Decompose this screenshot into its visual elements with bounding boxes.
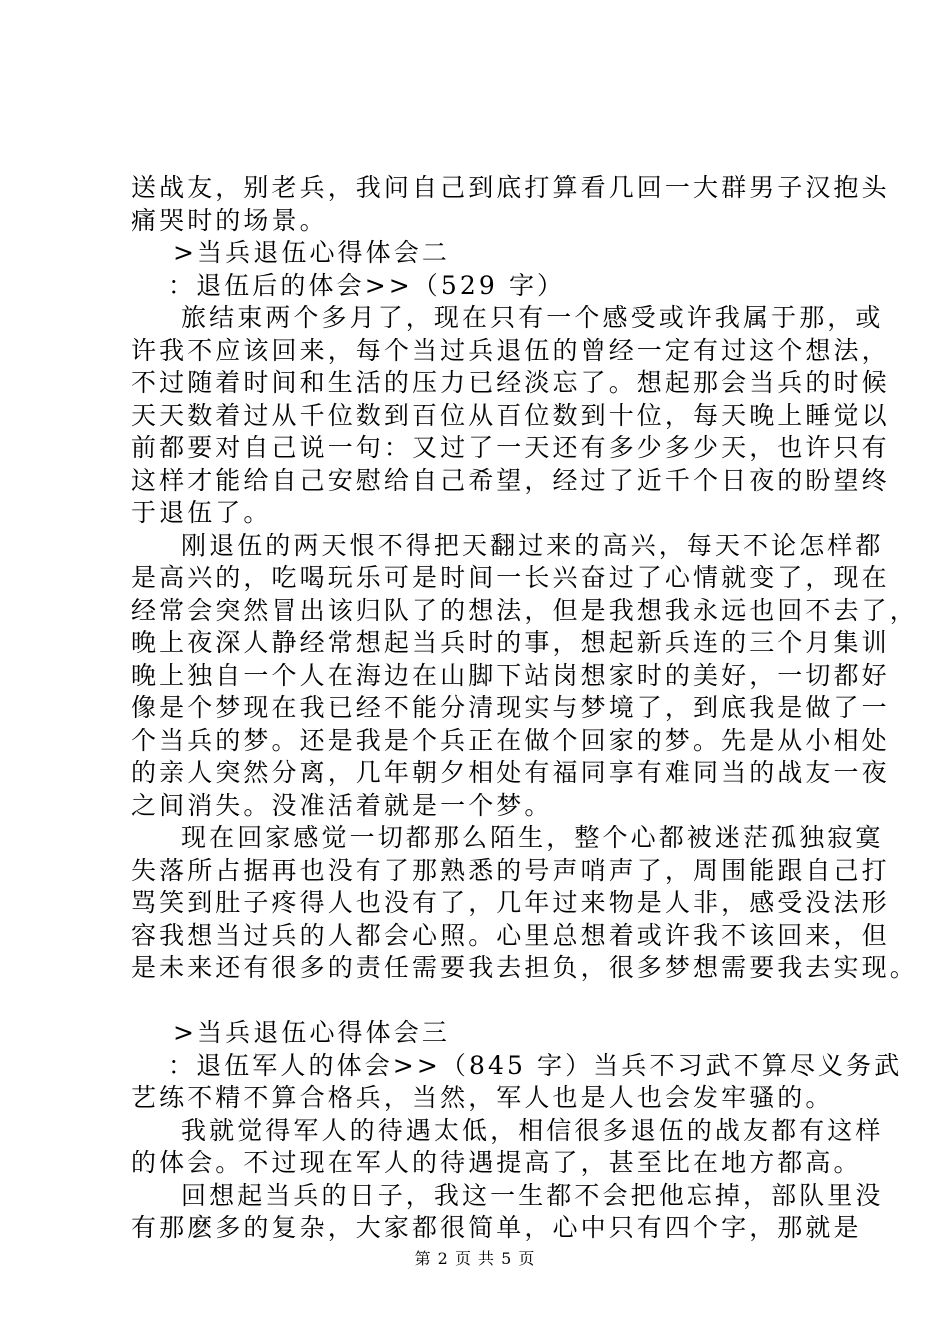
text-line: 晚上独自一个人在海边在山脚下站岗想家时的美好，一切都好: [131, 660, 890, 690]
text-line: 经常会突然冒出该归队了的想法，但是我想我永远也回不去了，: [131, 595, 918, 625]
text-line: 个当兵的梦。还是我是个兵正在做个回家的梦。先是从小相处: [131, 725, 890, 755]
text-line: 是高兴的，吃喝玩乐可是时间一长兴奋过了心情就变了，现在: [131, 563, 890, 592]
section-heading: >当兵退伍心得体会三: [173, 1018, 450, 1047]
text-line: 是未来还有很多的责任需要我去担负，很多梦想需要我去实现。: [131, 953, 918, 982]
document-body: [131, 172, 918, 1245]
text-line: 送战友，别老兵，我问自己到底打算看几回一大群男子汉抱头: [131, 173, 890, 202]
text-line: 痛哭时的场景。: [131, 205, 328, 235]
text-line: 于退伍了。: [131, 498, 272, 527]
text-line: 许我不应该回来，每个当过兵退伍的曾经一定有过这个想法，: [131, 335, 890, 365]
section-heading: >当兵退伍心得体会二: [173, 238, 450, 267]
text-line: 我就觉得军人的待遇太低，相信很多退伍的战友都有这样: [181, 1115, 884, 1145]
text-line: 天天数着过从千位数到百位从百位数到十位，每天晚上睡觉以: [131, 400, 890, 430]
text-line: 失落所占据再也没有了那熟悉的号声哨声了，周围能跟自己打: [131, 855, 890, 885]
text-line: 晚上夜深人静经常想起当兵时的事，想起新兵连的三个月集训: [131, 628, 890, 657]
text-line: 像是个梦现在我已经不能分清现实与梦境了，到底我是做了一: [131, 693, 890, 722]
section-subheading: ：退伍军人的体会>>（845 字）当兵不习武不算尽义务武: [168, 1050, 903, 1080]
paragraph-gap: [131, 985, 831, 1018]
text-line: 不过随着时间和生活的压力已经淡忘了。想起那会当兵的时候: [131, 368, 890, 397]
text-line: 前都要对自己说一句：又过了一天还有多少多少天，也许只有: [131, 433, 890, 462]
text-line: 之间消失。没准活着就是一个梦。: [131, 790, 553, 820]
text-line: 的亲人突然分离，几年朝夕相处有福同享有难同当的战友一夜: [131, 758, 890, 787]
text-line: 有那麽多的复杂，大家都很简单，心中只有四个字，那就是: [131, 1213, 862, 1242]
page-number-footer: 第 2 页 共 5 页: [414, 1249, 536, 1268]
text-line: 旅结束两个多月了，现在只有一个感受或许我属于那，或: [181, 303, 884, 332]
text-line: 现在回家感觉一切都那么陌生，整个心都被迷茫孤独寂寞: [181, 823, 884, 852]
text-line: 刚退伍的两天恨不得把天翻过来的高兴，每天不论怎样都: [181, 530, 884, 560]
text-line: 这样才能给自己安慰给自己希望，经过了近千个日夜的盼望终: [131, 465, 890, 495]
text-line: 回想起当兵的日子，我这一生都不会把他忘掉，部队里没: [181, 1180, 884, 1210]
text-line: 容我想当过兵的人都会心照。心里总想着或许我不该回来，但: [131, 920, 890, 950]
text-line: 骂笑到肚子疼得人也没有了，几年过来物是人非，感受没法形: [131, 888, 890, 917]
text-line: 的体会。不过现在军人的待遇提高了，甚至比在地方都高。: [131, 1148, 862, 1177]
section-subheading: ：退伍后的体会>>（529 字）: [168, 270, 566, 300]
text-line: 艺练不精不算合格兵，当然，军人也是人也会发牢骚的。: [131, 1083, 834, 1112]
